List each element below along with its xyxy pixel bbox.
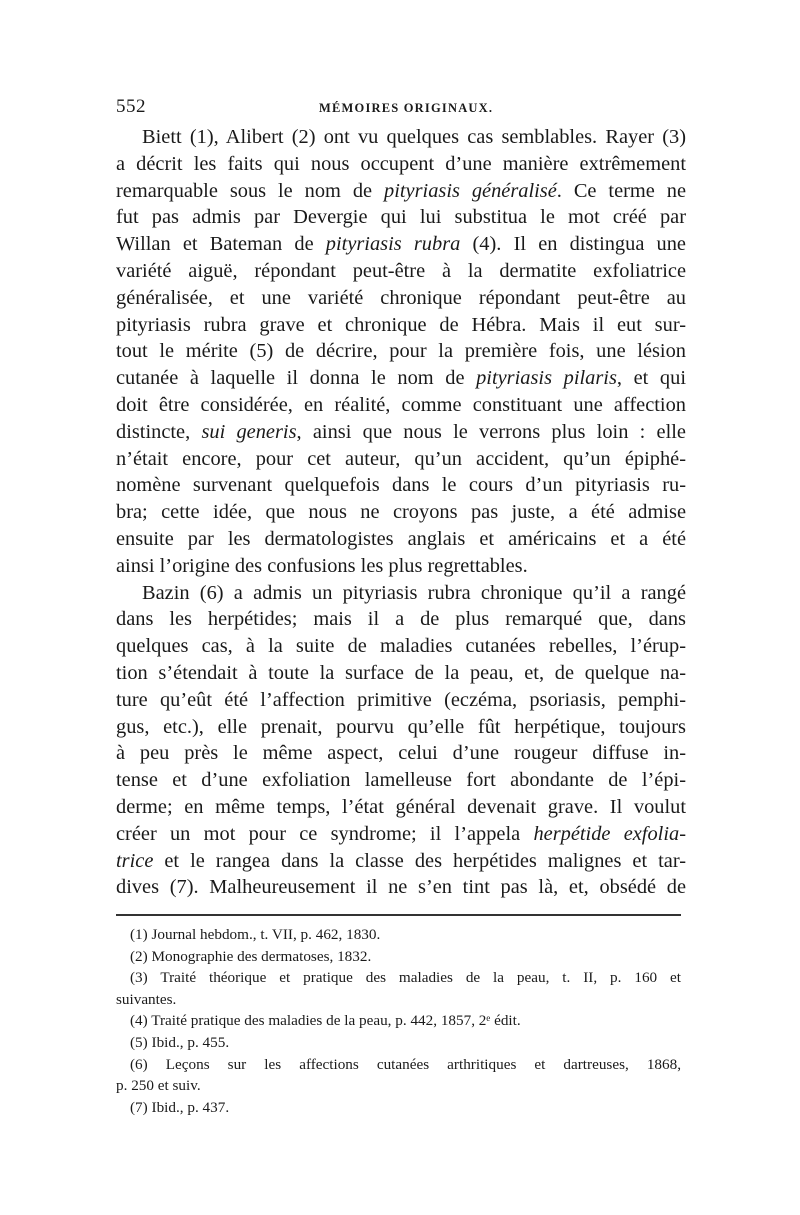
text-segment: créer un mot pour ce syndrome; il l’appela: [116, 822, 534, 845]
italic-term: herpétide exfolia-: [533, 822, 686, 845]
text-line: [116, 178, 686, 205]
footnote: (6) Leçons sur les affections cutanées arthritiques et dartreuses, 1868,: [130, 1055, 681, 1073]
footnote-rule: [116, 914, 681, 916]
text-segment: tout le mérite (5) de décrire, pour la première fois, une lésion: [116, 340, 686, 363]
text-segment: bra; cette idée, que nous ne croyons pas juste, a été admise: [116, 501, 686, 524]
footnote: suivantes.: [116, 990, 177, 1008]
text-line: [116, 794, 686, 821]
italic-term: trice: [116, 849, 154, 872]
footnote: (7) Ibid., p. 437.: [130, 1098, 230, 1116]
text-line: [116, 231, 686, 258]
text-line: [116, 874, 686, 901]
text-line: [116, 687, 686, 714]
text-line: [116, 419, 686, 446]
text-line: [116, 312, 686, 339]
text-line: [116, 392, 686, 419]
text-segment: tion s’étendait à toute la surface de la peau, et, de quelque na-: [116, 661, 686, 684]
text-segment: cutanée à laquelle il donna le nom de: [116, 367, 477, 390]
text-line: [116, 472, 686, 499]
text-segment: ensuite par les dermatologistes anglais et américains et a été: [116, 527, 686, 550]
text-line: [116, 365, 686, 392]
text-line: [116, 204, 686, 231]
text-line: [116, 633, 686, 660]
text-segment: a décrit les faits qui nous occupent d’une manière extrêmement: [116, 152, 686, 175]
text-segment: , ainsi que nous le verrons plus loin : elle: [296, 420, 686, 443]
text-line: [116, 660, 686, 687]
text-segment: Biett (1), Alibert (2) ont vu quelques cas semblables. Rayer (3): [142, 126, 686, 148]
text-line: [116, 151, 686, 178]
text-segment: ture qu’eût été l’affection primitive (eczéma, psoriasis, pemphi-: [116, 688, 686, 711]
text-segment: dives (7). Malheureusement il ne s’en tint pas là, et, obsédé de: [116, 876, 686, 899]
text-segment: , et qui: [616, 367, 686, 390]
text-segment: tense et d’une exfoliation lamelleuse fort abondante de l’épi-: [116, 769, 686, 792]
footnote: (3) Traité théorique et pratique des maladies de la peau, t. II, p. 160 et: [130, 969, 681, 987]
running-head: MÉMOIRES ORIGINAUX.: [319, 101, 494, 115]
footnote: (1) Journal hebdom., t. VII, p. 462, 1830.: [130, 926, 381, 943]
text-segment: quelques cas, à la suite de maladies cutanées rebelles, l’érup-: [116, 635, 686, 658]
page-number: 552: [116, 96, 146, 117]
text-line: [116, 580, 686, 607]
text-line: [116, 553, 686, 580]
footnote: (2) Monographie des dermatoses, 1832.: [130, 947, 372, 965]
text-segment: distincte,: [116, 420, 202, 443]
text-line: [116, 526, 686, 553]
text-segment: ainsi l’origine des confusions les plus regrettables.: [116, 554, 528, 577]
text-line: [116, 499, 686, 526]
text-segment: doit être considérée, en réalité, comme constituant une affection: [116, 393, 686, 416]
text-segment: pityriasis rubra grave et chronique de Hébra. Mais il eut sur-: [116, 313, 686, 336]
text-line: [116, 124, 686, 151]
text-line: [116, 338, 686, 365]
text-line: [116, 740, 686, 767]
footnote: (4) Traité pratique des maladies de la peau, p. 442, 1857, 2ᵉ édit.: [130, 1012, 521, 1030]
text-segment: Willan et Bateman de: [116, 233, 326, 256]
text-segment: . Ce terme ne: [556, 179, 686, 202]
text-segment: et le rangea dans la classe des herpétides malignes et tar-: [153, 849, 686, 872]
text-line: [116, 767, 686, 794]
text-line: [116, 446, 686, 473]
text-line: [116, 714, 686, 741]
text-segment: généralisée, et une variété chronique répondant peut-être au: [116, 286, 686, 309]
page-header: [116, 96, 686, 120]
text-segment: variété aiguë, répondant peut-être à la dermatite exfoliatrice: [116, 259, 686, 282]
text-line: [116, 606, 686, 633]
text-segment: dans les herpétides; mais il a de plus remarqué que, dans: [116, 608, 686, 631]
text-line: [116, 821, 686, 848]
body-text: [116, 124, 686, 901]
text-segment: (4). Il en distingua une: [460, 233, 686, 256]
text-segment: derme; en même temps, l’état général devenait grave. Il voulut: [116, 795, 686, 818]
text-segment: gus, etc.), elle prenait, pourvu qu’elle fût herpétique, toujours: [116, 715, 686, 738]
italic-term: pityriasis généralisé: [384, 179, 557, 202]
italic-term: pityriasis pilaris: [476, 367, 617, 390]
footnotes: [116, 924, 681, 1118]
text-line: [116, 848, 686, 875]
text-segment: Bazin (6) a admis un pityriasis rubra chronique qu’il a rangé: [142, 581, 686, 604]
text-segment: nomène survenant quelquefois dans le cours d’un pityriasis ru-: [116, 474, 686, 497]
italic-term: pityriasis rubra: [325, 233, 461, 256]
footnote: p. 250 et suiv.: [116, 1077, 201, 1095]
italic-term: sui generis: [201, 420, 297, 443]
text-segment: à peu près le même aspect, celui d’une rougeur diffuse in-: [116, 742, 686, 765]
text-segment: remarquable sous le nom de: [116, 179, 385, 202]
text-line: [116, 285, 686, 312]
text-segment: fut pas admis par Devergie qui lui substitua le mot créé par: [116, 206, 686, 229]
text-segment: n’était encore, pour cet auteur, qu’un accident, qu’un épiphé-: [116, 447, 686, 470]
footnote: (5) Ibid., p. 455.: [130, 1033, 230, 1051]
text-line: [116, 258, 686, 285]
